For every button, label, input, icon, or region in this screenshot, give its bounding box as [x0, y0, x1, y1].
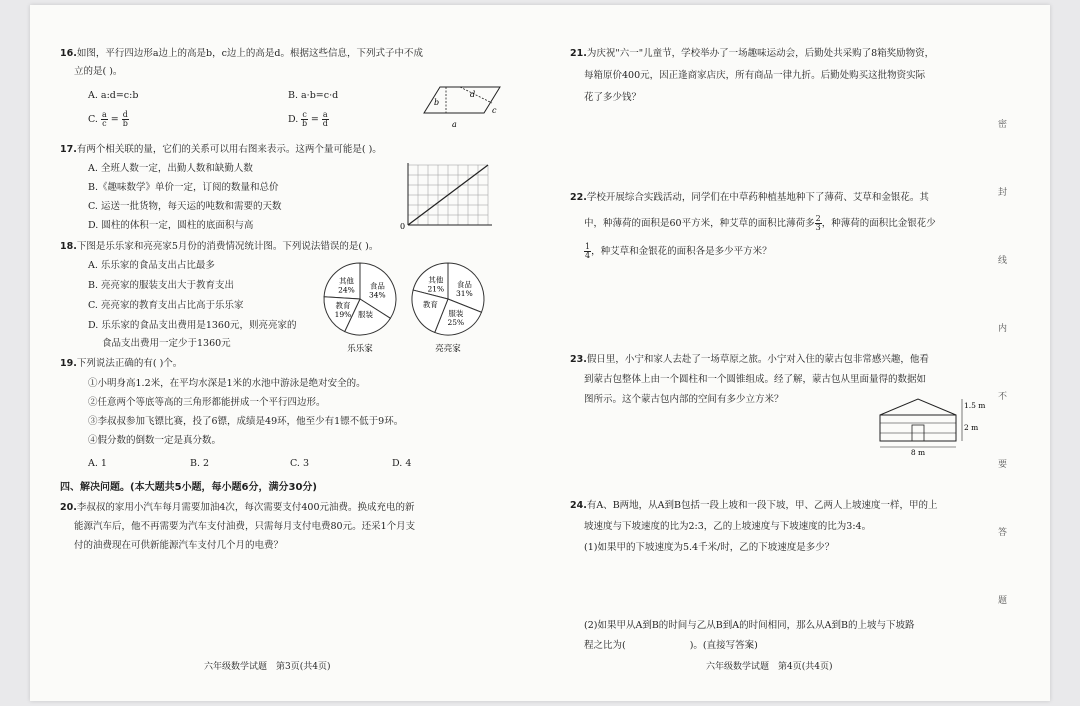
q21-line3: 花了多少钱？ [584, 92, 642, 103]
q24-part2-line2: 程之比为( )。(直接写答案) [584, 640, 758, 651]
pie-value-label-0-3: 19% [334, 310, 352, 320]
q16-option-b: B. a·b=c·d [288, 90, 339, 101]
margin-char-4: 内 [998, 324, 1008, 334]
q24-part2-line1: (2)如果甲从A到B的时间与乙从B到A的时间相同，那么从A到B的上坡与下坡路 [584, 620, 915, 631]
frac-one-quarter: $\frac{1}{4}$ [585, 242, 591, 260]
q19-option-d: D. 4 [392, 458, 412, 469]
pie-title-liangliang: 亮亮家 [435, 344, 461, 354]
q16-option-d: D. $\frac{c}{b}$ = $\frac{a}{d}$ [288, 110, 328, 128]
section-4-heading: 四、解决问题。(本大题共5小题，每小题6分，满分30分) [60, 482, 317, 493]
q17-option-c: C. 运送一批货物，每天运的吨数和需要的天数 [88, 201, 282, 212]
q17-option-a: A. 全班人数一定，出勤人数和缺勤人数 [88, 163, 253, 174]
q19-statement-2: ②任意两个等底等高的三角形都能拼成一个平行四边形。 [88, 397, 326, 408]
q16-option-c: C. $\frac{a}{c}$ = $\frac{d}{b}$ [88, 110, 128, 128]
pie-value-label-1-2: 25% [447, 318, 465, 328]
frac-a-over-d: $\frac{a}{d}$ [322, 110, 328, 128]
fig-label-b: b [434, 98, 440, 107]
q16-option-a: A. a:d=c:b [88, 90, 139, 101]
dim-cone-height: 1.5 m [964, 401, 986, 410]
frac-a-over-c: $\frac{a}{c}$ [101, 110, 107, 128]
margin-char-8: 题 [998, 596, 1008, 606]
margin-char-2: 封 [998, 188, 1008, 198]
pie-chart-lele [324, 263, 396, 335]
q19-line1: 19.下列说法正确的有( )个。 [60, 358, 183, 369]
proportional-line-graph [396, 161, 496, 233]
q18-option-d-line1: D. 乐乐家的食品支出费用是1360元，则亮亮家的 [88, 320, 297, 331]
frac-c-over-b: $\frac{c}{b}$ [302, 110, 308, 128]
pie-category-label-0-0: 其他 [338, 276, 354, 286]
margin-char-5: 不 [998, 392, 1008, 402]
fig-label-c: c [492, 106, 497, 115]
q17-option-d: D. 圆柱的体积一定，圆柱的底面积与高 [88, 220, 254, 231]
q18-option-c: C. 亮亮家的教育支出占比高于乐乐家 [88, 300, 244, 311]
q24-line1: 24.有A、B两地，从A到B包括一段上坡和一段下坡，甲、乙两人上坡速度一样，甲的上 [570, 500, 938, 511]
pie-charts [318, 257, 498, 357]
pie-chart-liangliang [412, 263, 484, 335]
q18-option-b: B. 亮亮家的服装支出大于教育支出 [88, 280, 235, 291]
q19-statement-3: ③李叔叔参加飞镖比赛，投了6镖，成绩是49环，他至少有1镖不低于9环。 [88, 416, 404, 427]
margin-char-6: 要 [998, 460, 1008, 470]
pie-category-label-1-1: 食品 [456, 279, 472, 289]
q24-line2: 坡速度与下坡速度的比为2:3，乙的上坡速度与下坡速度的比为3:4。 [584, 521, 872, 532]
q23-line3: 图所示。这个蒙古包内部的空间有多少立方米？ [584, 394, 784, 405]
pie-value-label-1-0: 21% [427, 284, 445, 294]
dim-width: 8 m [910, 448, 926, 457]
q24-part1: (1)如果甲的下坡速度为5.4千米/时，乙的下坡速度是多少？ [584, 542, 835, 553]
exam-sheet [30, 5, 1050, 701]
pie-value-label-0-1: 34% [369, 290, 386, 300]
q23-line1: 23.假日里，小宁和家人去赴了一场草原之旅。小宁对入住的蒙古包非常感兴趣，他看 [570, 354, 929, 365]
q18-option-d-line2: 食品支出费用一定少于1360元 [102, 338, 231, 349]
q16-line2: 立的是( )。 [74, 66, 123, 77]
q22-line2: 中，种薄荷的面积是60平方米，种艾草的面积比薄荷多 $\frac{2}{3}$ ，种薄荷的面积比金银花少 [584, 214, 936, 232]
dim-cylinder-height: 2 m [964, 423, 979, 432]
margin-char-3: 线 [998, 256, 1008, 266]
q23-line2: 到蒙古包整体上由一个圆柱和一个圆锥组成。经了解，蒙古包从里面量得的数据如 [584, 374, 927, 385]
q22-line3: $\frac{1}{4}$ ，种艾草和金银花的面积各是多少平方米？ [585, 242, 772, 260]
q20-line1: 20.李叔叔的家用小汽车每月需要加油4次，每次需要支付400元油费。换成充电的新 [60, 502, 415, 513]
page-3-footer: 六年级数学试题 第3页(共4页) [204, 662, 331, 672]
q19-option-b: B. 2 [190, 458, 210, 469]
q19-option-c: C. 3 [290, 458, 310, 469]
pie-category-label-1-2: 服装 [448, 309, 464, 319]
pie-category-label-0-1: 食品 [369, 281, 385, 291]
fig-label-a: a [452, 120, 457, 129]
margin-char-1: 密 [998, 120, 1008, 130]
pie-category-label-0-2: 服装 [358, 310, 374, 320]
pie-category-label-1-3: 教育 [422, 299, 438, 309]
yurt-cone [880, 399, 956, 415]
q17-line1: 17.有两个相关联的量，它们的关系可以用右图来表示。这两个量可能是( )。 [60, 144, 382, 155]
pie-title-lele: 乐乐家 [347, 344, 373, 354]
q19-option-a: A. 1 [88, 458, 107, 469]
q22-line1: 22.学校开展综合实践活动，同学们在中草药种植基地种下了薄荷、艾草和金银花。其 [570, 192, 929, 203]
fig-label-d: d [470, 90, 476, 99]
q19-statement-1: ①小明身高1.2米，在平均水深是1米的水池中游泳是绝对安全的。 [88, 378, 366, 389]
yurt-figure [870, 393, 995, 457]
page-4-footer: 六年级数学试题 第4页(共4页) [706, 662, 833, 672]
q20-line3: 付的油费现在可供新能源汽车支付几个月的电费？ [74, 540, 284, 551]
q18-option-a: A. 乐乐家的食品支出占比最多 [88, 260, 215, 271]
q21-line2: 每箱原价400元，因正逢商家店庆，所有商品一律九折。后勤处购买这批物资实际 [584, 70, 926, 81]
graph-origin-label: 0 [400, 222, 406, 231]
q17-option-b: B.《趣味数学》单价一定，订阅的数量和总价 [88, 182, 279, 193]
margin-char-7: 答 [998, 528, 1008, 538]
q16-line1: 16.如图，平行四边形a边上的高是b，c边上的高是d。根据这些信息，下列式子中不成 [60, 48, 423, 59]
parallelogram-figure [422, 83, 502, 133]
pie-category-label-1-0: 其他 [428, 275, 444, 285]
q21-line1: 21.为庆祝"六一"儿童节，学校举办了一场趣味运动会，后勤处共采购了8箱奖励物资， [570, 48, 935, 59]
pie-category-label-0-3: 教育 [335, 301, 351, 311]
yurt-cylinder [880, 415, 956, 441]
q18-line1: 18.下图是乐乐家和亮亮家5月份的消费情况统计图。下列说法错误的是( )。 [60, 241, 379, 252]
pie-value-label-0-0: 24% [338, 285, 355, 295]
q20-line2: 能源汽车后，他不再需要为汽车支付油费，只需每月支付电费80元。还采1个月支 [74, 521, 416, 532]
frac-two-thirds: $\frac{2}{3}$ [815, 214, 821, 232]
q19-statement-4: ④假分数的倒数一定是真分数。 [88, 435, 222, 446]
pie-value-label-1-1: 31% [456, 288, 473, 298]
frac-d-over-b: $\frac{d}{b}$ [122, 110, 128, 128]
